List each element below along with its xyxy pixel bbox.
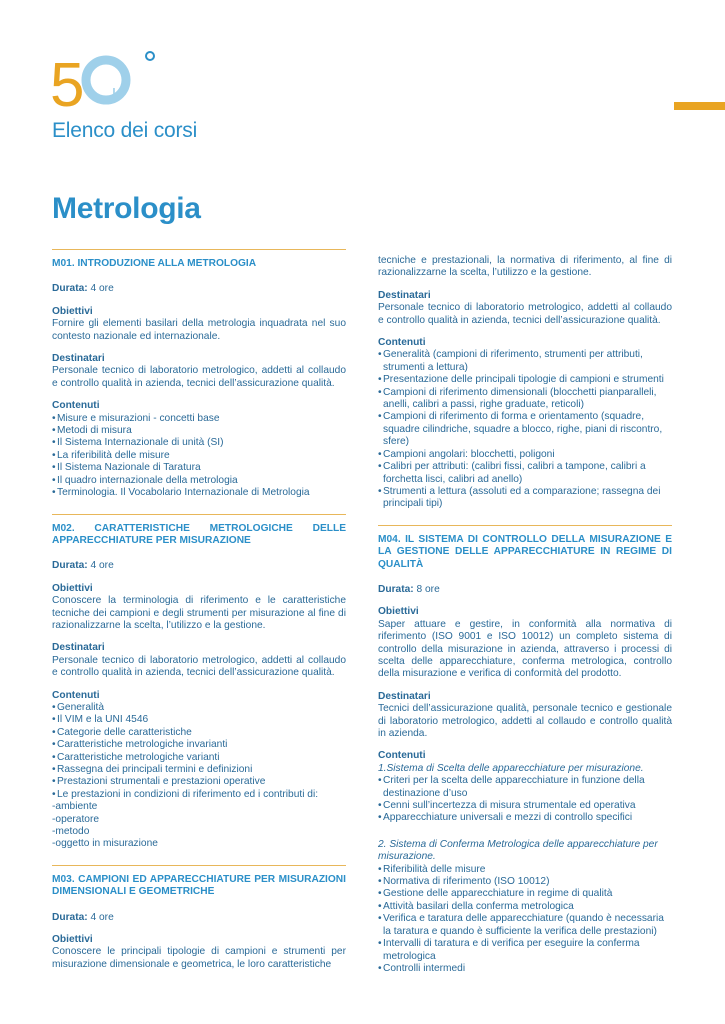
contenuti-list-m01 <box>52 413 346 500</box>
logo <box>50 48 160 114</box>
destinatari-text-m02: Personale tecnico di laboratorio metrologico, addetti al collaudo e controllo qualità in azienda, tecnici dell’assicurazione qualità. <box>52 654 346 679</box>
list-item: • Generalità <box>52 702 346 714</box>
list-item: • Il VIM e la UNI 4546 <box>52 714 346 726</box>
sub1-title-m04: 1.Sistema di Scelta delle apparecchiature per misurazione. <box>378 762 644 774</box>
accent-bar <box>674 102 725 110</box>
list-item: • Campioni angolari: blocchetti, poligoni <box>378 449 672 461</box>
list-item: • Intervalli di taratura e di verifica per eseguire la conferma metrologica <box>378 938 672 963</box>
list-item: • Misure e misurazioni - concetti base <box>52 413 346 425</box>
durata-label: Durata: <box>378 583 414 595</box>
contenuti-list-m02 <box>52 702 346 801</box>
right-column <box>378 255 672 975</box>
contributi-list-m02 <box>52 801 346 851</box>
sub2-title-m04: 2. Sistema di Conferma Metrologica delle apparecchiature per misurazione. <box>378 838 658 863</box>
divider <box>52 249 346 250</box>
list-item: - oggetto in misurazione <box>52 838 346 850</box>
page-title: Metrologia <box>52 192 201 225</box>
list-item: • Rassegna dei principali termini e definizioni <box>52 764 346 776</box>
list-item: • Riferibilità delle misure <box>378 864 672 876</box>
obiettivi-text-m03-part2: tecniche e prestazionali, la normativa di riferimento, al fine di razionalizzarne la scelta, l’utilizzo e la gestione. <box>378 255 672 279</box>
destinatari-label: Destinatari <box>52 642 105 654</box>
obiettivi-label: Obiettivi <box>52 582 93 594</box>
list-item: • La riferibilità delle misure <box>52 450 346 462</box>
logo-digit-5: 5 <box>50 51 85 114</box>
obiettivi-text-m04: Saper attuare e gestire, in conformità alla normativa di riferimento (ISO 9001 e ISO 10012) un completo sistema di controllo della misurazione in azienda, attraverso i processi di scelta delle apparecchiature, conferma metrologica, controllo della misurazione e verifica di conformità del prodotto. <box>378 618 672 680</box>
logo-u: u <box>112 82 123 102</box>
obiettivi-label: Obiettivi <box>378 606 419 618</box>
contenuti-list-m03 <box>378 349 672 510</box>
destinatari-text-m01: Personale tecnico di laboratorio metrologico, addetti al collaudo e controllo qualità in azienda, tecnici dell’assicurazione qualità. <box>52 365 346 389</box>
list-item: • Il Sistema Nazionale di Taratura <box>52 462 346 474</box>
list-item: • Caratteristiche metrologiche varianti <box>52 752 346 764</box>
list-item: • Generalità (campioni di riferimento, strumenti per attributi, strumenti a lettura) <box>378 349 672 374</box>
obiettivi-label: Obiettivi <box>52 934 93 946</box>
list-item: • Caratteristiche metrologiche invarianti <box>52 739 346 751</box>
divider <box>52 865 346 866</box>
list-item: - operatore <box>52 814 346 826</box>
list-item: • Campioni di riferimento dimensionali (blocchetti pianparalleli, anelli, calibri a passi, righe graduate, reticoli) <box>378 387 672 412</box>
list-item: • Apparecchiature universali e mezzi di controllo specifici <box>378 812 672 824</box>
list-item: • Il Sistema Internazionale di unità (SI) <box>52 437 346 449</box>
durata-row-m04 <box>378 584 672 596</box>
contenuti-label: Contenuti <box>52 689 100 701</box>
durata-value-m02: 4 ore <box>90 560 114 572</box>
obiettivi-text-m01: Fornire gli elementi basilari della metrologia inquadrata nel suo contesto nazionale ed internazionale. <box>52 318 346 342</box>
durata-row-m01 <box>52 283 346 295</box>
durata-row-m03 <box>52 912 346 924</box>
sub2-list-m04 <box>378 864 672 976</box>
durata-label: Durata: <box>52 283 88 295</box>
list-item: • Presentazione delle principali tipologie di campioni e strumenti <box>378 374 672 386</box>
list-item: • Terminologia. Il Vocabolario Internazionale di Metrologia <box>52 487 346 499</box>
durata-value-m04: 8 ore <box>416 583 440 595</box>
obiettivi-label: Obiettivi <box>52 305 93 317</box>
list-item: • Prestazioni strumentali e prestazioni operative <box>52 776 346 788</box>
list-item: • Campioni di riferimento di forma e orientamento (squadre, squadre cilindriche, squadre a blocco, righe, piani di riscontro, sfere) <box>378 411 672 448</box>
list-item: • Criteri per la scelta delle apparecchiature in funzione della destinazione d’uso <box>378 775 672 800</box>
list-item: - ambiente <box>52 801 346 813</box>
list-item: • Controlli intermedi <box>378 963 672 975</box>
destinatari-label: Destinatari <box>52 353 105 365</box>
list-item: • Categorie delle caratteristiche <box>52 727 346 739</box>
contenuti-label: Contenuti <box>52 400 100 412</box>
destinatari-text-m04: Tecnici dell’assicurazione qualità, personale tecnico e gestionale di laboratorio metrologico, addetti al collaudo e controllo qualità in azienda. <box>378 703 672 739</box>
list-item: • Cenni sull’incertezza di misura strumentale ed operativa <box>378 800 672 812</box>
divider <box>52 514 346 515</box>
durata-label: Durata: <box>52 560 88 572</box>
destinatari-text-m03: Personale tecnico di laboratorio metrologico, addetti al collaudo e controllo qualità in azienda, tecnici dell’assicurazione qualità. <box>378 302 672 326</box>
page-subtitle: Elenco dei corsi <box>52 119 198 142</box>
list-item: • Strumenti a lettura (assoluti ed a comparazione; rassegna dei principali tipi) <box>378 486 672 511</box>
durata-value-m01: 4 ore <box>90 283 114 295</box>
list-item: • Normativa di riferimento (ISO 10012) <box>378 876 672 888</box>
list-item: • Calibri per attributi: (calibri fissi, calibri a tampone, calibri a forchetta lisci, calibri ad anello) <box>378 461 672 486</box>
course-title-m04: M04. IL SISTEMA DI CONTROLLO DELLA MISURAZIONE E LA GESTIONE DELLE APPARECCHIATURE IN REGIME DI QUALITÀ <box>378 533 672 570</box>
obiettivi-text-m02: Conoscere la terminologia di riferimento e le caratteristiche tecniche dei campioni e degli strumenti per misurazione al fine di razionalizzarne la scelta, l’utilizzo e la gestione. <box>52 595 346 631</box>
left-column <box>52 249 346 971</box>
destinatari-label: Destinatari <box>378 690 431 702</box>
contenuti-label: Contenuti <box>378 337 426 349</box>
list-item: • Le prestazioni in condizioni di riferimento ed i contributi di: <box>52 789 346 801</box>
course-title-m01: M01. INTRODUZIONE ALLA METROLOGIA <box>52 258 257 269</box>
list-item: • Metodi di misura <box>52 425 346 437</box>
list-item: • Gestione delle apparecchiature in regime di qualità <box>378 888 672 900</box>
durata-row-m02 <box>52 560 346 572</box>
sub1-list-m04 <box>378 775 672 825</box>
contenuti-label: Contenuti <box>378 750 426 762</box>
list-item: • Il quadro internazionale della metrologia <box>52 475 346 487</box>
durata-label: Durata: <box>52 911 88 923</box>
divider <box>378 525 672 526</box>
course-title-m02: M02. CARATTERISTICHE METROLOGICHE DELLE APPARECCHIATURE PER MISURAZIONE <box>52 522 346 546</box>
list-item: - metodo <box>52 826 346 838</box>
logo-degree <box>146 52 154 60</box>
destinatari-label: Destinatari <box>378 289 431 301</box>
course-title-m03: M03. CAMPIONI ED APPARECCHIATURE PER MISURAZIONI DIMENSIONALI E GEOMETRICHE <box>52 873 346 898</box>
list-item: • Attività basilari della conferma metrologica <box>378 901 672 913</box>
obiettivi-text-m03-part1: Conoscere le principali tipologie di campioni e strumenti per misurazione dimensionale e geometrica, le loro caratteristiche <box>52 946 346 970</box>
list-item: • Verifica e taratura delle apparecchiature (quando è necessaria la taratura e quando è sufficiente la verifica delle prestazioni) <box>378 913 672 938</box>
durata-value-m03: 4 ore <box>90 911 114 923</box>
